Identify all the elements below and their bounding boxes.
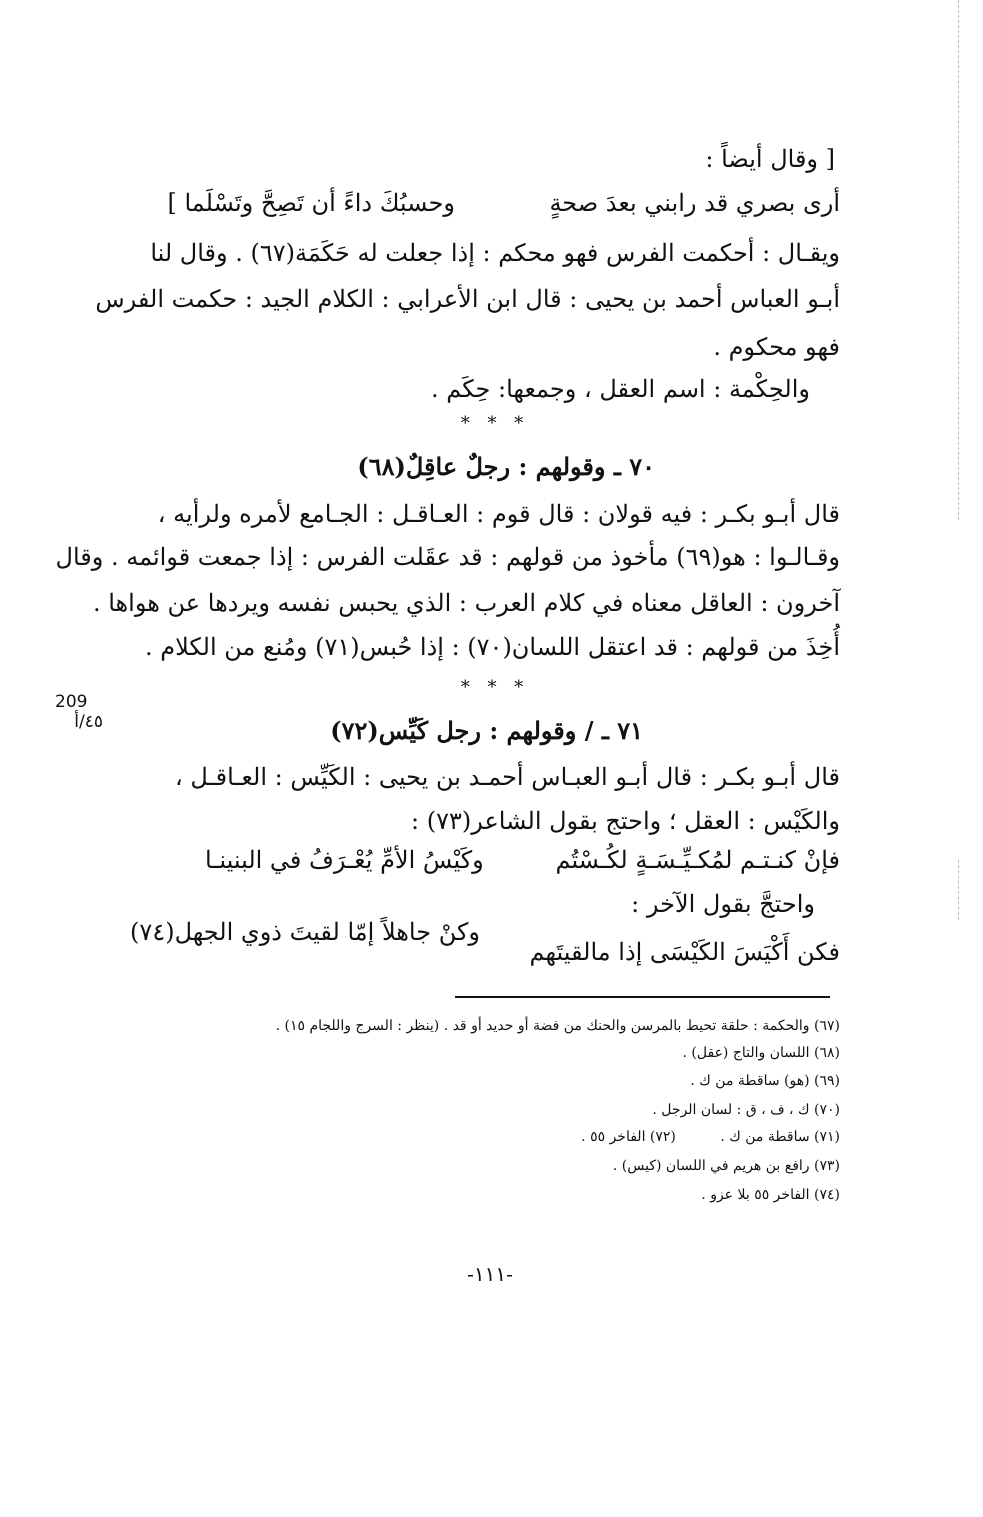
section-separator-2: * * *	[460, 677, 530, 698]
text-line-1: [ وقال أيضاً :	[705, 145, 835, 173]
text-line-6: والحِكْمة : اسم العقل ، وجمعها: حِكَم .	[431, 375, 810, 403]
page-number: -١١١-	[467, 1262, 513, 1286]
section-separator-1: * * *	[460, 413, 530, 434]
text-line-5: فهو محكوم .	[713, 333, 840, 361]
scan-edge-mark-middle	[958, 860, 959, 920]
scan-edge-mark-top	[958, 0, 959, 520]
footnote-74: (٧٤) الفاخر ٥٥ بلا عزو .	[701, 1187, 840, 1203]
footnote-separator	[455, 996, 830, 998]
footnote-71-72: (٧١) ساقطة من ك . (٧٢) الفاخر ٥٥ .	[581, 1129, 840, 1145]
footnote-68: (٦٨) اللسان والتاج (عقل) .	[682, 1045, 840, 1061]
verse-2-right-hemistich: فإنْ كنـتـم لمُكـيِّـسَـةٍ لكُـسْتُم	[555, 846, 840, 874]
text-line-3: ويقـال : أحكمت الفرس فهو محكم : إذا جعلت له حَكَمَة(٦٧) . وقال لنا	[150, 239, 840, 267]
footnote-73: (٧٣) رافع بن هريم في اللسان (كيس) .	[612, 1158, 840, 1174]
margin-folio-reference: ٤٥/أ	[74, 712, 103, 732]
footnote-70: (٧٠) ك ، ف ، ق : لسان الرجل .	[652, 1102, 840, 1118]
paragraph-70-line-2: وقـالـوا : هو(٦٩) مأخوذ من قولهم : قد عقَلت الفرس : إذا جمعت قوائمه . وقال	[55, 543, 840, 571]
verse-3-right-hemistich: فكن أَكْيَسَ الكَيْسَى إذا مالقيتَهم	[529, 938, 840, 966]
text-line-ihtajja: واحتجَّ بقول الآخر :	[631, 890, 815, 918]
verse-1-right-hemistich: أرى بصري قد رابني بعدَ صحةٍ	[549, 189, 840, 217]
verse-2-left-hemistich: وكَيْسُ الأمِّ يُعْـرَفُ في البنينـا	[205, 846, 484, 874]
verse-3-left-hemistich: وكنْ جاهلاً إمّا لقيتَ ذوي الجهل(٧٤)	[130, 918, 480, 946]
paragraph-70-line-3: آخرون : العاقل معناه في كلام العرب : الذي يحبس نفسه ويردها عن هواها .	[92, 589, 840, 617]
verse-1-left-hemistich: وحسبُكَ داءً أن تَصِحَّ وتَسْلَما ]	[167, 189, 455, 217]
paragraph-71-line-1: قال أبـو بكـر : قال أبـو العبـاس أحمـد بن يحيى : الكَيِّس : العـاقـل ،	[175, 763, 840, 791]
paragraph-70-line-1: قال أبـو بكـر : فيه قولان : قال قوم : العـاقـل : الجـامع لأمره ولرأيه ،	[157, 500, 840, 528]
paragraph-70-line-4: أُخِذَ من قولهم : قد اعتقل اللسان(٧٠) : إذا حُبس(٧١) ومُنع من الكلام .	[144, 633, 840, 661]
section-heading-70: ٧٠ ـ وقولهم : رجلٌ عاقِلٌ(٦٨)	[357, 452, 655, 481]
section-heading-71: ٧١ ـ / وقولهم : رجل كَيِّس(٧٢)	[330, 716, 643, 745]
paragraph-71-line-2: والكَيْس : العقل ؛ واحتج بقول الشاعر(٧٣) :	[411, 807, 840, 835]
footnote-69: (٦٩) (هو) ساقطة من ك .	[690, 1073, 840, 1089]
footnote-67: (٦٧) والحكمة : حلقة تحيط بالمرسن والحنك من فضة أو حديد أو قد . (ينظر : السرج واللجام ١٥) .	[275, 1018, 840, 1034]
margin-page-reference: 209	[55, 692, 88, 712]
text-line-4: أبـو العباس أحمد بن يحيى : قال ابن الأعرابي : الكلام الجيد : حكمت الفرس	[95, 285, 840, 313]
